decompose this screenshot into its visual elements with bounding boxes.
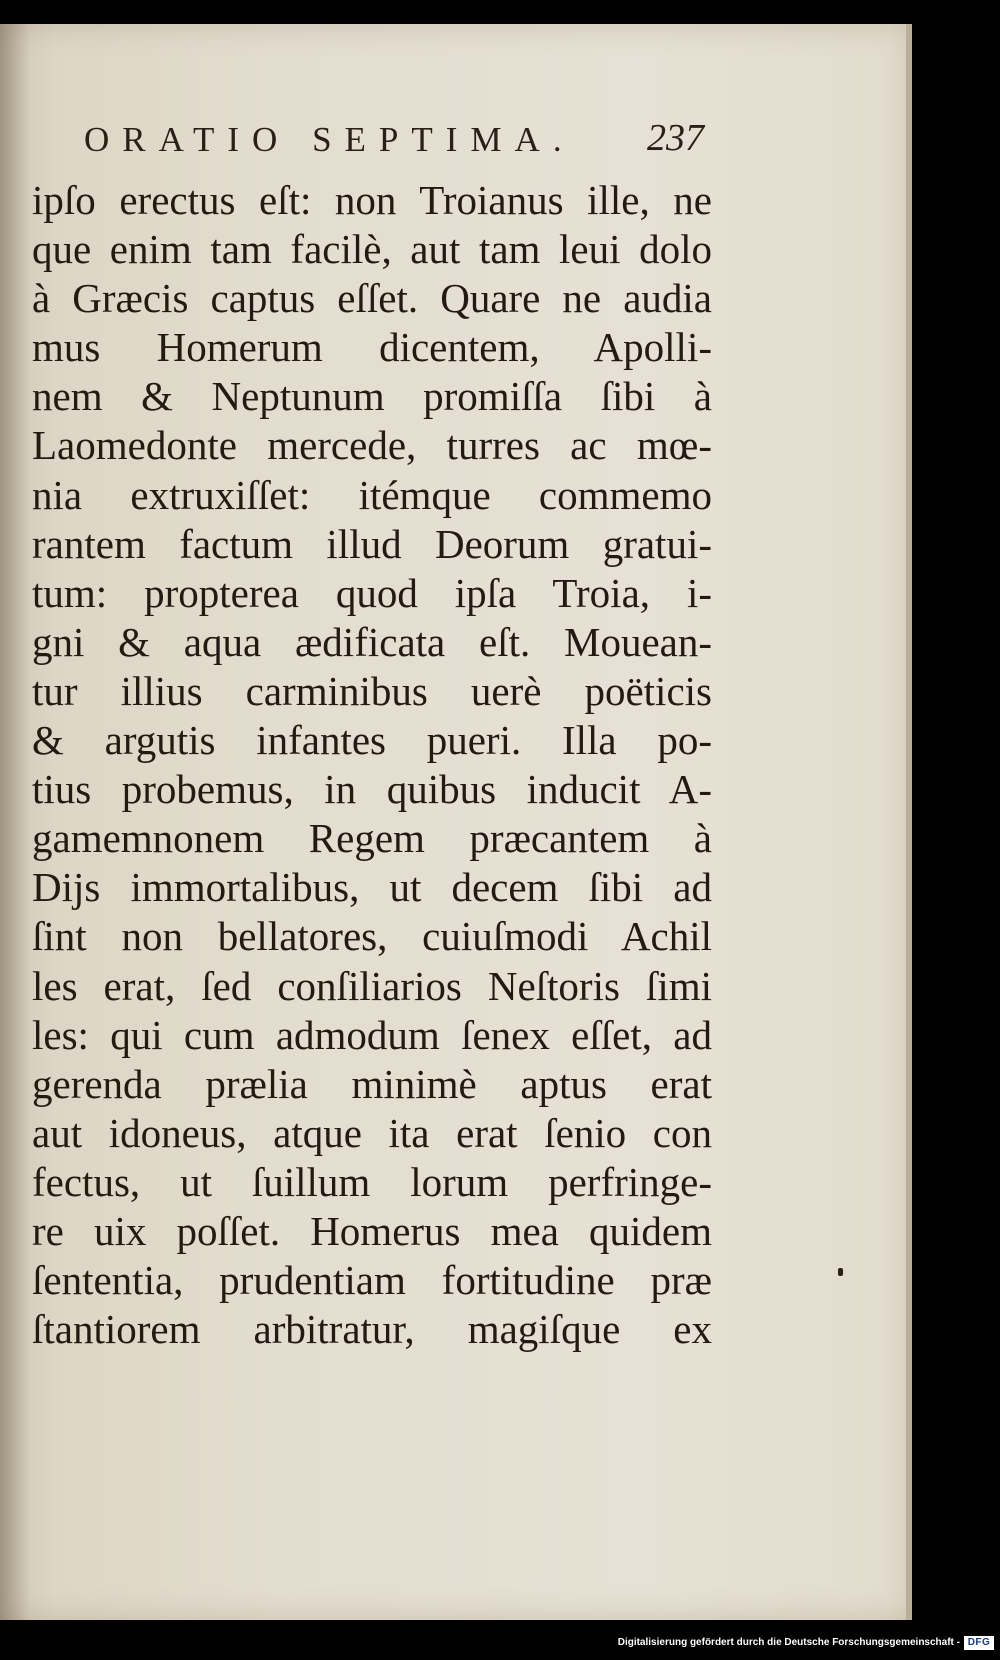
text-line: tum: propterea quod ipſa Troia, i-	[32, 569, 712, 616]
footer-bar	[0, 1620, 1000, 1660]
text-line: les: qui cum admodum ſenex eſſet, ad	[32, 1011, 712, 1058]
text-line: Laomedonte mercede, turres ac mœ-	[32, 422, 712, 469]
text-line: fectus, ut ſuillum lorum perfringe-	[32, 1158, 712, 1205]
page-edge	[906, 24, 912, 1620]
text-line: & argutis infantes pueri. Illa po-	[32, 717, 712, 764]
text-line: mus Homerum dicentem, Apolli-	[32, 324, 712, 371]
book-page	[0, 24, 912, 1620]
text-line: re uix poſſet. Homerus mea quidem	[32, 1207, 712, 1254]
body-text	[32, 176, 712, 1354]
text-line: à Græcis captus eſſet. Quare ne audia	[32, 275, 712, 322]
text-line: ipſo erectus eſt: non Troianus ille, ne	[32, 177, 712, 223]
text-line: ſtantiorem arbitratur, magiſque ex	[32, 1306, 712, 1353]
text-line: que enim tam facilè, aut tam leui dolo	[32, 226, 712, 273]
text-line: rantem factum illud Deorum gratui-	[32, 520, 712, 567]
text-line: gerenda prælia minimè aptus erat	[32, 1060, 712, 1107]
text-line: ſententia, prudentiam fortitudine præ	[32, 1257, 712, 1304]
gutter-shadow	[0, 24, 30, 1620]
text-line: ſint non bellatores, cuiuſmodi Achil	[32, 913, 712, 960]
dfg-logo: DFG	[964, 1636, 994, 1650]
ink-spot	[838, 1268, 843, 1276]
text-line: les erat, ſed conſiliarios Neſtoris ſimi	[32, 962, 712, 1009]
text-line: Dijs immortalibus, ut decem ſibi ad	[32, 864, 712, 911]
text-line: tur illius carminibus uerè poëticis	[32, 667, 712, 714]
text-line: gni & aqua ædificata eſt. Mouean-	[32, 618, 712, 665]
text-line: nia extruxiſſet: itémque commemo	[32, 471, 712, 518]
page-number: 237	[647, 117, 704, 159]
text-line: nem & Neptunum promiſſa ſibi à	[32, 373, 712, 420]
running-title: ORATIO SEPTIMA.	[84, 120, 575, 159]
text-line: aut idoneus, atque ita erat ſenio con	[32, 1109, 712, 1156]
funding-credit: Digitalisierung gefördert durch die Deutsche Forschungsgemeinschaft -	[617, 1637, 960, 1648]
text-line: gamemnonem Regem præcantem à	[32, 815, 712, 862]
running-head	[84, 117, 704, 164]
text-line: tius probemus, in quibus inducit A-	[32, 766, 712, 813]
